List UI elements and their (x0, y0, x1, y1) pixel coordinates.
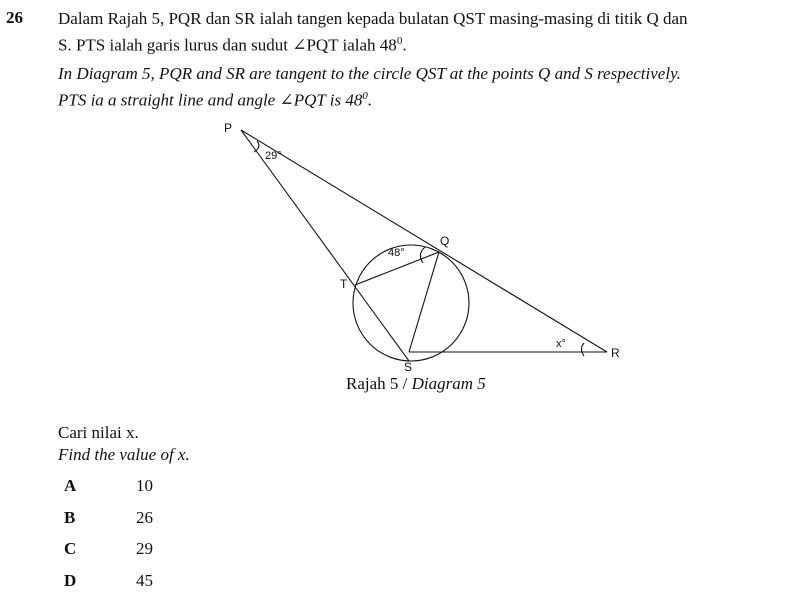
label-q: Q (440, 234, 450, 248)
malay-line-2: S. PTS ialah garis lurus dan sudut ∠PQT ialah $48^0$. (58, 35, 407, 55)
option-label: B (64, 508, 76, 527)
english-line-2: PTS ia a straight line and angle ∠PQT is $48^0$. (58, 90, 373, 110)
option-label: A (64, 476, 77, 495)
chord-qs (409, 252, 439, 352)
label-r: R (611, 346, 620, 360)
question-text-english (58, 63, 794, 112)
prompt-english: Find the value of x. (58, 445, 190, 464)
option-value: 10 (136, 476, 153, 495)
question-number: 26 (6, 8, 23, 27)
geometry-diagram (0, 110, 800, 375)
option-value: 29 (136, 539, 153, 558)
label-s: S (404, 360, 413, 374)
option-value: 45 (136, 571, 153, 590)
question-text-malay (58, 8, 794, 57)
diagram-caption: Rajah 5 / Diagram 5 (346, 374, 486, 393)
angle-arc-p (254, 141, 259, 152)
angle-label-p: 29° (265, 150, 282, 162)
malay-line-1: Dalam Rajah 5, PQR dan SR ialah tangen kepada bulatan QST masing-masing di titik Q dan (58, 9, 688, 28)
prompt-malay: Cari nilai x. (58, 423, 139, 442)
option-label: C (64, 539, 77, 558)
line-pts (241, 130, 409, 361)
tangent-pqr (241, 130, 607, 352)
angle-label-r: x° (556, 338, 566, 350)
option-label: D (64, 571, 77, 590)
label-t: T (340, 277, 348, 291)
angle-label-q: 48° (388, 247, 405, 259)
english-line-1: In Diagram 5, PQR and SR are tangent to the circle QST at the points Q and S respectively. (58, 64, 681, 83)
angle-arc-r (582, 343, 585, 356)
label-p: P (224, 121, 233, 135)
angle-arc-q (420, 247, 425, 263)
option-value: 26 (136, 508, 153, 527)
